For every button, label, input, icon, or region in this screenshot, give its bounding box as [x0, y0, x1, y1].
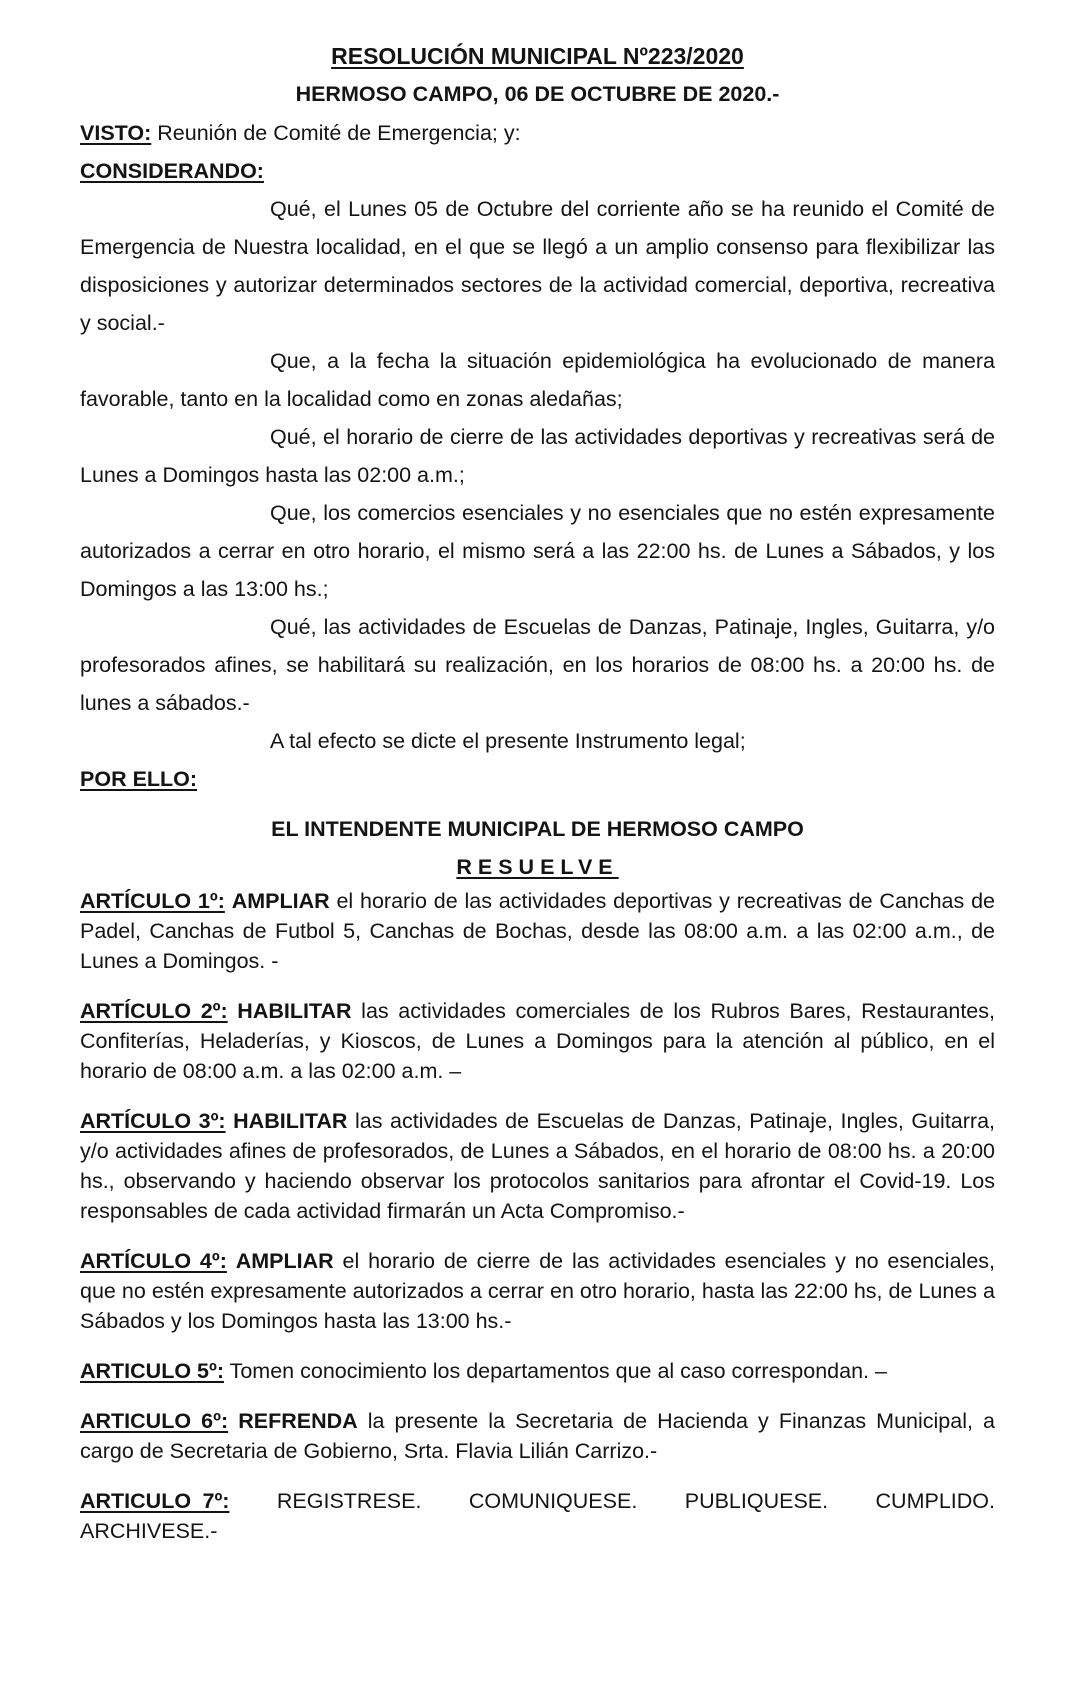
considerando-line	[80, 152, 995, 190]
article-label: ARTÍCULO 2º:	[80, 999, 228, 1023]
article-text: las actividades de Escuelas de Danzas, Patinaje, Ingles, Guitarra, y/o actividades afines de profesorados, de Lunes a Sábados, en el horario de 08:00 hs. a 20:00 hs., observando y haciendo observar los protocolos sanitarios para afrontar el Covid-19. Los responsables de cada actividad firmarán un Acta Compromiso.-	[80, 1109, 995, 1223]
considerando-paragraph: Que, los comercios esenciales y no esenciales que no estén expresamente autorizados a cerrar en otro horario, el mismo será a las 22:00 hs. de Lunes a Sábados, y los Domingos a las 13:00 hs.;	[80, 501, 995, 601]
article-verb: AMPLIAR	[235, 1249, 334, 1273]
article-text: las actividades comerciales de los Rubros Bares, Restaurantes, Confiterías, Heladerías, y Kioscos, de Lunes a Domingos para la atención al público, en el horario de 08:00 a.m. a las 02:00 a.m. –	[80, 999, 995, 1083]
article-1	[80, 886, 995, 976]
article-label: ARTICULO 6º:	[80, 1409, 229, 1433]
por-ello-line	[80, 760, 995, 798]
article-label: ARTÍCULO 4º:	[80, 1249, 227, 1273]
document-title: RESOLUCIÓN MUNICIPAL Nº223/2020	[331, 43, 744, 69]
article-2	[80, 996, 995, 1086]
article-6	[80, 1406, 995, 1466]
article-text: Tomen conocimiento los departamentos que al caso correspondan. –	[224, 1359, 887, 1383]
considerando-label: CONSIDERANDO:	[80, 159, 264, 183]
article-verb: HABILITAR	[233, 1109, 348, 1133]
resuelve-heading: RESUELVE	[456, 855, 619, 879]
visto-line	[80, 114, 995, 152]
article-text: el horario de cierre de las actividades esenciales y no esenciales, que no estén expresamente autorizados a cerrar en otro horario, hasta las 22:00 hs, de Lunes a Sábados y los Domingos hasta las 13:00 hs.-	[80, 1249, 995, 1333]
article-verb: REFRENDA	[238, 1409, 358, 1433]
article-5	[80, 1356, 995, 1386]
authority-line: EL INTENDENTE MUNICIPAL DE HERMOSO CAMPO	[271, 817, 804, 841]
article-verb: AMPLIAR	[231, 889, 330, 913]
article-label: ARTICULO 7º:	[80, 1489, 230, 1513]
place-date: HERMOSO CAMPO, 06 DE OCTUBRE DE 2020.-	[295, 82, 780, 106]
article-label: ARTÍCULO 3º:	[80, 1109, 226, 1133]
article-verb: HABILITAR	[237, 999, 352, 1023]
visto-label: VISTO:	[80, 121, 152, 145]
article-label: ARTICULO 5º:	[80, 1359, 225, 1383]
considerando-paragraph: Que, a la fecha la situación epidemiológica ha evolucionado de manera favorable, tanto en la localidad como en zonas aledañas;	[80, 349, 995, 411]
visto-text: Reunión de Comité de Emergencia; y:	[151, 121, 521, 145]
article-3	[80, 1106, 995, 1226]
por-ello-label: POR ELLO:	[80, 767, 198, 791]
considerando-paragraph: Qué, el Lunes 05 de Octubre del corriente año se ha reunido el Comité de Emergencia de Nuestra localidad, en el que se llegó a un amplio consenso para flexibilizar las disposiciones y autorizar determinados sectores de la actividad comercial, deportiva, recreativa y social.-	[80, 197, 995, 335]
article-4	[80, 1246, 995, 1336]
considerando-paragraph: Qué, el horario de cierre de las actividades deportivas y recreativas será de Lunes a Domingos hasta las 02:00 a.m.;	[80, 425, 995, 487]
article-7	[80, 1486, 995, 1546]
article-text: la presente la Secretaria de Hacienda y Finanzas Municipal, a cargo de Secretaria de Gobierno, Srta. Flavia Lilián Carrizo.-	[80, 1409, 995, 1463]
considerando-paragraph: A tal efecto se dicte el presente Instrumento legal;	[270, 729, 746, 753]
considerando-paragraph: Qué, las actividades de Escuelas de Danzas, Patinaje, Ingles, Guitarra, y/o profesorados afines, se habilitará su realización, en los horarios de 08:00 hs. a 20:00 hs. de lunes a sábados.-	[80, 615, 995, 715]
resolution-document	[80, 38, 995, 1566]
article-text: REGISTRESE. COMUNIQUESE. PUBLIQUESE. CUMPLIDO. ARCHIVESE.-	[80, 1489, 995, 1543]
article-text: el horario de las actividades deportivas y recreativas de Canchas de Padel, Canchas de Futbol 5, Canchas de Bochas, desde las 08:00 a.m. a las 02:00 a.m., de Lunes a Domingos. -	[80, 889, 995, 973]
article-label: ARTÍCULO 1º:	[80, 889, 225, 913]
